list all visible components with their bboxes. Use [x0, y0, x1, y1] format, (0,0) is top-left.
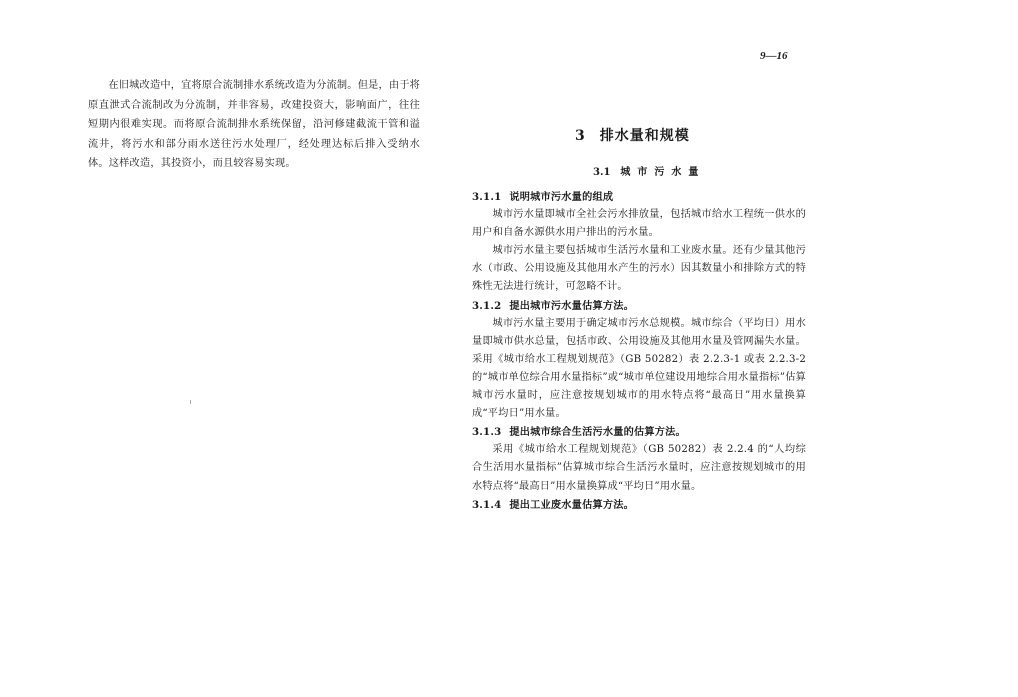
right-column — [472, 188, 806, 514]
left-column — [88, 76, 420, 174]
item-number: 3.1.3 — [472, 426, 502, 439]
item-number: 3.1.2 — [472, 299, 502, 312]
item-heading — [472, 496, 806, 514]
item-number: 3.1.4 — [472, 498, 502, 511]
item-heading-text: 提出工业废水量估算方法。 — [509, 498, 635, 511]
item-heading — [472, 423, 806, 441]
item-heading-text: 说明城市污水量的组成 — [509, 191, 614, 203]
item-paragraph: 城市污水量主要用于确定城市污水总规模。城市综合（平均日）用水量即城市供水总量，包括市政、公用设施及其他用水量及管网漏失水量。采用《城市给水工程规划规范》（GB 50282）表 2.2.3-1 或表 2.2.3-2 的“城市单位综合用水量指标”或“城市单位建设用地综合用水量指标”估算城市污水量时，应注意按规划城市的用水特点将“最高日”用水量换算成“平均日”用水量。 — [472, 317, 806, 420]
section-number: 3.1 — [593, 167, 611, 178]
item-paragraph: 采用《城市给水工程规划规范》（GB 50282）表 2.2.4 的“人均综合生活用水量指标”估算城市综合生活污水量时，应注意按规划城市的用水特点将“最高日”用水量换算成“平均日”用水量。 — [472, 444, 806, 492]
item-heading — [472, 188, 806, 206]
item-heading-text: 提出城市污水量估算方法。 — [509, 299, 635, 312]
chapter-title — [575, 125, 690, 145]
scan-speck — [190, 400, 191, 404]
chapter-number: 3 — [575, 128, 586, 144]
item-paragraph: 城市污水量即城市全社会污水排放量，包括城市给水工程统一供水的用户和自备水源供水用户排出的污水量。 — [472, 209, 806, 239]
item-paragraph: 城市污水量主要包括城市生活污水量和工业废水量。还有少量其他污水（市政、公用设施及其他用水产生的污水）因其数量小和排除方式的特殊性无法进行统计，可忽略不计。 — [472, 245, 806, 293]
item-number: 3.1.1 — [472, 191, 502, 203]
section-title-text: 城市污水量 — [620, 167, 706, 178]
item-heading — [472, 297, 806, 315]
left-paragraph: 在旧城改造中，宜将原合流制排水系统改造为分流制。但是，由于将原直泄式合流制改为分流制，并非容易，改建投资大，影响面广，往往短期内很难实现。而将原合流制排水系统保留，沿河修建截流干管和溢流井，将污水和部分雨水送往污水处理厂，经处理达标后排入受纳水体。这样改造，其投资小，而且较容易实现。 — [88, 80, 421, 170]
item-heading-text: 提出城市综合生活污水量的估算方法。 — [509, 426, 686, 439]
page-number: 9—16 — [760, 50, 788, 62]
section-title — [593, 163, 705, 178]
chapter-title-text: 排水量和规模 — [599, 128, 690, 144]
